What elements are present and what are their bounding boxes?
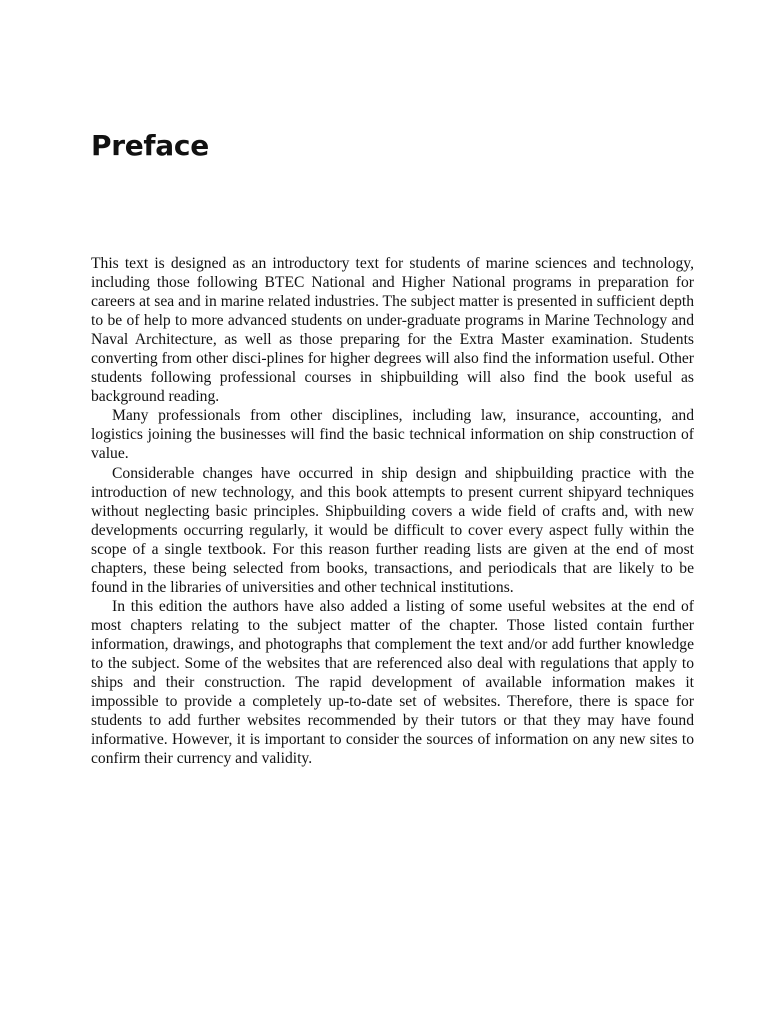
paragraph-professionals: Many professionals from other disciplines, including law, insurance, accounting, and logistics joining the businesses will find the basic technical information on ship construction of value. <box>91 407 694 463</box>
paragraph-websites: In this edition the authors have also added a listing of some useful websites at the end of most chapters relating to the subject matter of the chapter. Those listed contain further information, drawings, and photographs that complement the text and/or add further knowledge to the subject. Some of the websites that are referenced also deal with regulations that apply to ships and their construction. The rapid development of available information makes it impossible to provide a completely up-to-date set of websites. Therefore, there is space for students to add further websites recommended by their tutors or that they may have found informative. However, it is important to consider the sources of information on any new sites to confirm their currency and validity. <box>91 597 694 768</box>
paragraph-intro: This text is designed as an introductory text for students of marine sciences and technology, including those following BTEC National and Higher National programs in preparation for careers at sea and in marine related industries. The subject matter is presented in sufficient depth to be of help to more advanced students on under-graduate programs in Marine Technology and Naval Architecture, as well as those preparing for the Extra Master examination. Students converting from other disci-plines for higher degrees will also find the information useful. Other students following professional courses in shipbuilding will also find the book useful as background reading. <box>91 255 694 406</box>
page-title: Preface <box>91 129 209 162</box>
preface-body <box>91 254 694 768</box>
paragraph-changes: Considerable changes have occurred in ship design and shipbuilding practice with the introduction of new technology, and this book attempts to present current shipyard techniques without neglecting basic principles. Shipbuilding covers a wide field of crafts and, with new developments occurring regularly, it would be difficult to cover every aspect fully within the scope of a single textbook. For this reason further reading lists are given at the end of most chapters, these being selected from books, transactions, and periodicals that are likely to be found in the libraries of universities and other technical institutions. <box>91 464 694 596</box>
